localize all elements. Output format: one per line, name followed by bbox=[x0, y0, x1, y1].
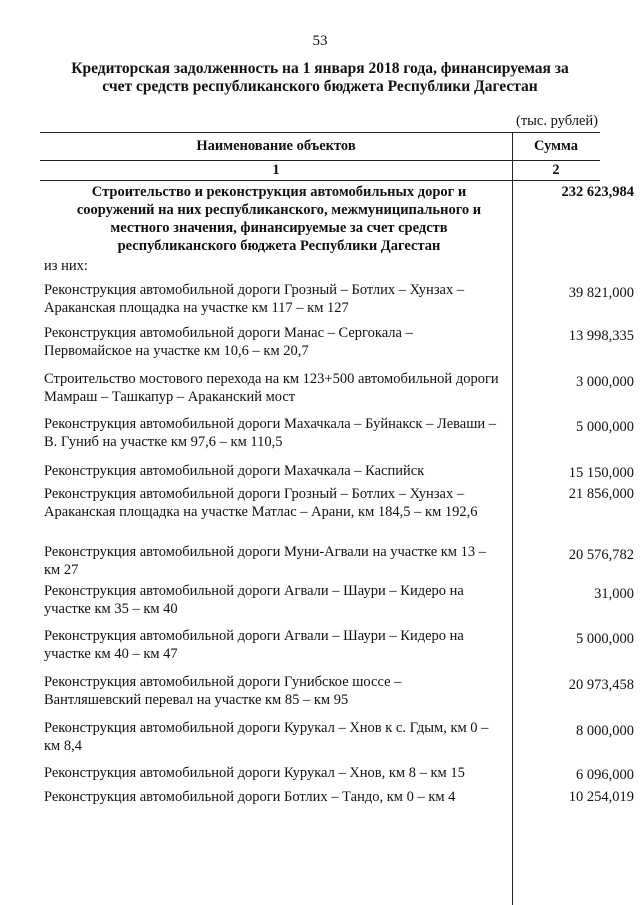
units-label: (тыс. рублей) bbox=[516, 113, 598, 129]
header-bottom-rule bbox=[40, 160, 600, 161]
row-name: Реконструкция автомобильной дороги Агвали – Шаури – Кидеро на участке км 40 – км 47 bbox=[44, 628, 464, 662]
total-sum: 232 623,984 bbox=[561, 184, 634, 200]
row-sum: 15 150,000 bbox=[568, 465, 634, 481]
page-title: Кредиторская задолженность на 1 января 2018 года, финансируемая за счет средств республиканского бюджета Республики Дагестан bbox=[71, 60, 569, 95]
row-sum: 6 096,000 bbox=[576, 767, 634, 783]
row-sum: 3 000,000 bbox=[576, 374, 634, 390]
row-sum: 10 254,019 bbox=[568, 789, 634, 805]
row-name: Реконструкция автомобильной дороги Курукал – Хнов к с. Гдым, км 0 – км 8,4 bbox=[44, 720, 489, 754]
row-sum: 20 973,458 bbox=[568, 677, 634, 693]
column-number-sum: 2 bbox=[552, 162, 560, 178]
row-name: Реконструкция автомобильной дороги Ботлих – Тандо, км 0 – км 4 bbox=[44, 789, 456, 805]
row-sum: 8 000,000 bbox=[576, 723, 634, 739]
row-name: Строительство мостового перехода на км 123+500 автомобильной дороги Мамраш – Ташкапур – Араканский мост bbox=[44, 371, 499, 405]
row-name: Реконструкция автомобильной дороги Манас – Сергокала – Первомайское на участке км 10,6 – км 20,7 bbox=[44, 325, 413, 359]
row-name: Реконструкция автомобильной дороги Курукал – Хнов, км 8 – км 15 bbox=[44, 765, 465, 781]
table-top-rule bbox=[40, 132, 600, 133]
column-number-name: 1 bbox=[272, 162, 280, 178]
page-number: 53 bbox=[312, 33, 328, 49]
row-name: Реконструкция автомобильной дороги Махачкала – Буйнакск – Леваши – В. Гуниб на участке км 97,6 – км 110,5 bbox=[44, 416, 497, 450]
row-name: Реконструкция автомобильной дороги Муни-Агвали на участке км 13 – км 27 bbox=[44, 544, 486, 578]
row-name: Реконструкция автомобильной дороги Агвали – Шаури – Кидеро на участке км 35 – км 40 bbox=[44, 583, 464, 617]
total-name: Строительство и реконструкция автомобильных дорог и сооружений на них республиканского, межмуниципального и местного значения, финансируемые за счет средств республиканского бюджета Республики Дагестан bbox=[76, 184, 482, 254]
row-sum: 21 856,000 bbox=[568, 486, 634, 502]
row-sum: 31,000 bbox=[594, 586, 634, 602]
header-sum: Сумма bbox=[533, 138, 579, 154]
row-name: Реконструкция автомобильной дороги Грозный – Ботлих – Хунзах – Араканская площадка на участке Матлас – Арани, км 184,5 – км 192,6 bbox=[44, 486, 478, 520]
row-name: Реконструкция автомобильной дороги Гунибское шоссе – Вантляшевский перевал на участке км 85 – км 95 bbox=[44, 674, 402, 708]
sub-label: из них: bbox=[44, 258, 88, 274]
column-numbers-bottom-rule bbox=[40, 180, 600, 181]
row-sum: 39 821,000 bbox=[568, 285, 634, 301]
header-name: Наименование объектов bbox=[196, 138, 356, 154]
row-sum: 5 000,000 bbox=[576, 419, 634, 435]
row-name: Реконструкция автомобильной дороги Махачкала – Каспийск bbox=[44, 463, 425, 479]
row-name: Реконструкция автомобильной дороги Грозный – Ботлих – Хунзах – Араканская площадка на участке км 117 – км 127 bbox=[44, 282, 465, 316]
row-sum: 13 998,335 bbox=[568, 328, 634, 344]
row-sum: 20 576,782 bbox=[568, 547, 634, 563]
row-sum: 5 000,000 bbox=[576, 631, 634, 647]
column-divider bbox=[512, 132, 513, 905]
